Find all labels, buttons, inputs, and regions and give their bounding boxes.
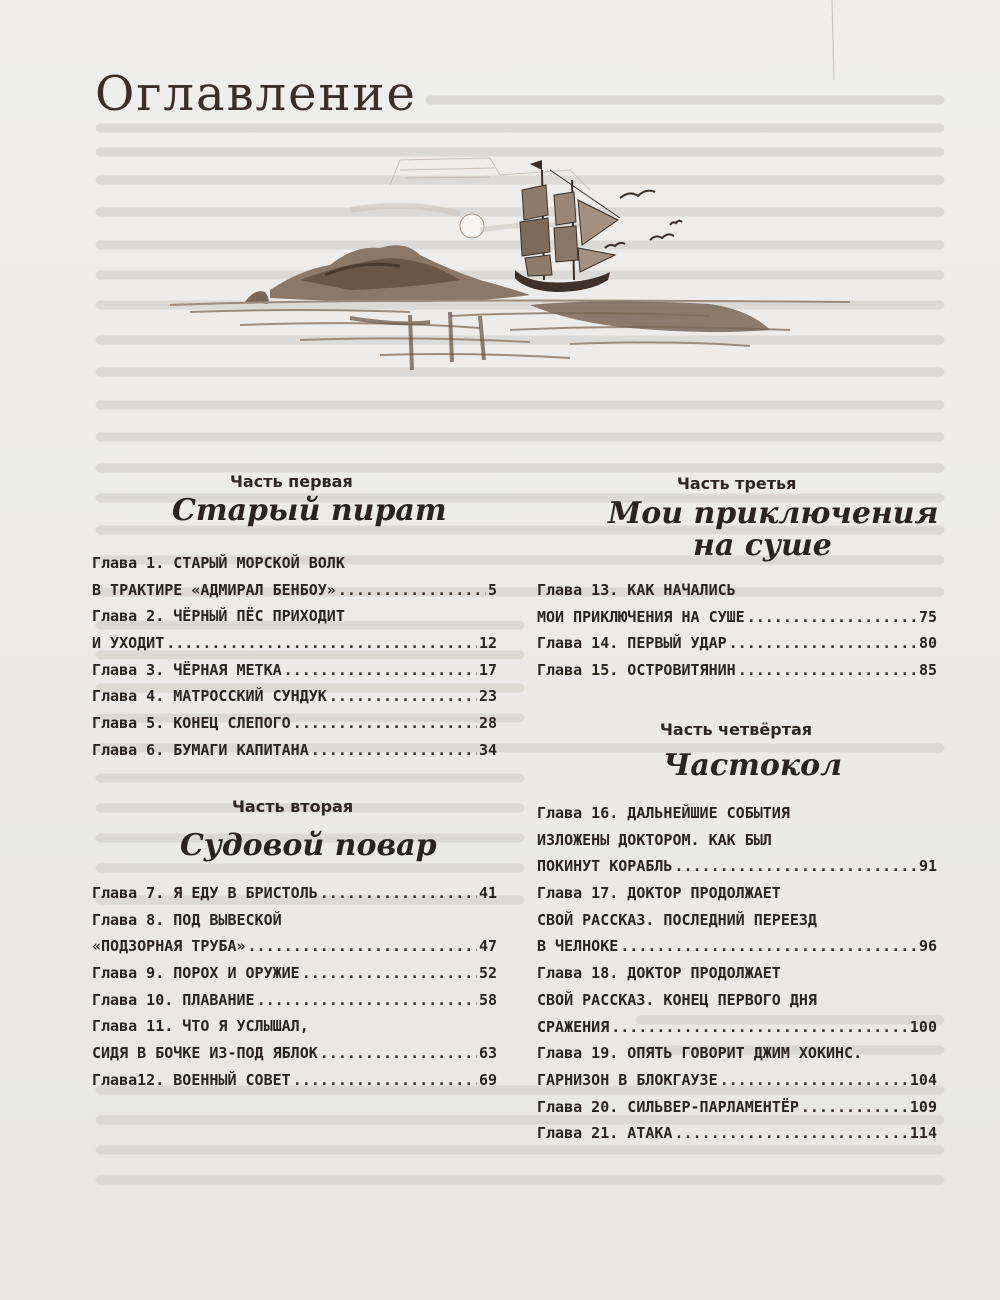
toc-line[interactable]: Глава 11. ЧТО Я УСЛЫШАЛ, xyxy=(92,1017,309,1036)
toc-line[interactable]: ПОКИНУТ КОРАБЛЬ ..... 91 xyxy=(537,853,937,880)
toc-line[interactable]: Глава 21. АТАКА ..... 114 xyxy=(537,1120,937,1147)
toc-line[interactable]: Глава 1. СТАРЫЙ МОРСКОЙ ВОЛК xyxy=(92,554,345,572)
toc-line[interactable]: ИЗЛОЖЕНЫ ДОКТОРОМ. КАК БЫЛ xyxy=(537,830,772,849)
part-4-label: Часть четвёртая xyxy=(660,720,813,739)
toc-line[interactable]: Глава 19. ОПЯТЬ ГОВОРИТ ДЖИМ ХОКИНС. xyxy=(537,1044,863,1063)
toc-line[interactable]: Глава 10. ПЛАВАНИЕ ..... 58 xyxy=(92,987,497,1014)
part-1-title: Старый пират xyxy=(172,493,447,528)
toc-line[interactable]: СРАЖЕНИЯ ..... 100 xyxy=(537,1014,937,1041)
toc-line[interactable]: «ПОДЗОРНАЯ ТРУБА» ..... 47 xyxy=(92,933,497,960)
sailing-ship-illustration xyxy=(150,130,870,390)
toc-line[interactable]: Глава 14. ПЕРВЫЙ УДАР ..... 80 xyxy=(537,630,937,657)
toc-line[interactable]: Глава 4. МАТРОССКИЙ СУНДУК ..... 23 xyxy=(92,683,497,710)
toc-line[interactable]: Глава 20. СИЛЬВЕР-ПАРЛАМЕНТЁР ..... 109 xyxy=(537,1094,937,1121)
part-4-toc xyxy=(537,800,937,1147)
part-2-title: Судовой повар xyxy=(180,828,437,863)
part-3-toc xyxy=(537,577,937,684)
toc-line[interactable]: Глава 16. ДАЛЬНЕЙШИЕ СОБЫТИЯ xyxy=(537,804,790,822)
toc-line[interactable]: ГАРНИЗОН В БЛОКГАУЗЕ ..... 104 xyxy=(537,1067,937,1094)
toc-line[interactable]: Глава 5. КОНЕЦ СЛЕПОГО ..... 28 xyxy=(92,710,497,737)
toc-line[interactable]: Глава 13. КАК НАЧАЛИСЬ xyxy=(537,581,736,599)
sun-icon xyxy=(460,214,484,238)
toc-line[interactable]: СИДЯ В БОЧКЕ ИЗ-ПОД ЯБЛОК ..... 63 xyxy=(92,1040,497,1067)
part-3-title-line2: на суше xyxy=(693,528,832,563)
toc-line[interactable]: Глава 18. ДОКТОР ПРОДОЛЖАЕТ xyxy=(537,964,781,983)
toc-line[interactable]: Глава 8. ПОД ВЫВЕСКОЙ xyxy=(92,910,282,929)
part-4-title: Частокол xyxy=(663,748,843,783)
toc-line[interactable]: Глава 15. ОСТРОВИТЯНИН ..... 85 xyxy=(537,657,937,684)
part-1-label: Часть первая xyxy=(230,472,353,491)
part-3-title: Мои приключения xyxy=(608,496,939,531)
toc-line[interactable]: Глава12. ВОЕННЫЙ СОВЕТ ..... 69 xyxy=(92,1067,497,1094)
part-1-toc xyxy=(92,550,497,764)
part-2-toc xyxy=(92,880,497,1094)
toc-line[interactable]: В ЧЕЛНОКЕ ..... 96 xyxy=(537,933,937,960)
toc-line[interactable]: Глава 7. Я ЕДУ В БРИСТОЛЬ ..... 41 xyxy=(92,880,497,907)
part-2-label: Часть вторая xyxy=(232,797,354,816)
toc-line[interactable]: Глава 3. ЧЁРНАЯ МЕТКА ..... 17 xyxy=(92,657,497,684)
toc-line[interactable]: СВОЙ РАССКАЗ. КОНЕЦ ПЕРВОГО ДНЯ xyxy=(537,990,817,1009)
toc-line[interactable]: Глава 17. ДОКТОР ПРОДОЛЖАЕТ xyxy=(537,884,781,903)
part-3-label: Часть третья xyxy=(677,474,797,493)
toc-line[interactable]: И УХОДИТ ..... 12 xyxy=(92,630,497,657)
toc-line[interactable]: Глава 2. ЧЁРНЫЙ ПЁС ПРИХОДИТ xyxy=(92,607,345,626)
toc-line[interactable]: МОИ ПРИКЛЮЧЕНИЯ НА СУШЕ ..... 75 xyxy=(537,604,937,631)
toc-line[interactable]: В ТРАКТИРЕ «АДМИРАЛ БЕНБОУ» ..... 5 xyxy=(92,577,497,604)
toc-line[interactable]: Глава 9. ПОРОХ И ОРУЖИЕ ..... 52 xyxy=(92,960,497,987)
toc-line[interactable]: СВОЙ РАССКАЗ. ПОСЛЕДНИЙ ПЕРЕЕЗД xyxy=(537,910,817,929)
toc-line[interactable]: Глава 6. БУМАГИ КАПИТАНА ..... 34 xyxy=(92,737,497,764)
page-title: Оглавление xyxy=(95,66,417,122)
